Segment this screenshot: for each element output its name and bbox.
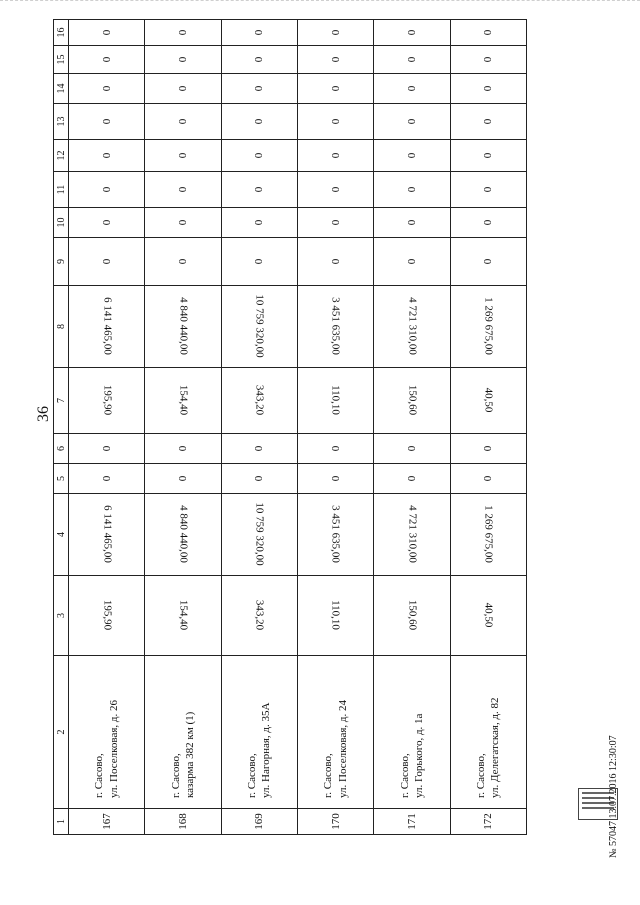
cell-c11: 0	[297, 172, 373, 208]
register-table-container	[53, 20, 527, 835]
cell-c5: 0	[69, 464, 145, 494]
cell-n: 167	[69, 809, 145, 835]
cell-address	[450, 656, 526, 809]
table-row	[145, 20, 221, 835]
cell-c11: 0	[69, 172, 145, 208]
cell-c11: 0	[450, 172, 526, 208]
cell-c11: 0	[145, 172, 221, 208]
address-city: г. Сасово,	[322, 753, 335, 798]
cell-c12: 0	[69, 140, 145, 172]
cell-c12: 0	[297, 140, 373, 172]
address-city: г. Сасово,	[93, 753, 106, 798]
cell-c4: 4 840 440,00	[145, 494, 221, 576]
cell-n: 172	[450, 809, 526, 835]
cell-c14: 0	[221, 74, 297, 104]
address-city: г. Сасово,	[398, 753, 411, 798]
cell-c7: 154,40	[145, 368, 221, 434]
column-header-14: 14	[54, 74, 69, 104]
cell-address	[374, 656, 450, 809]
cell-c10: 0	[69, 208, 145, 238]
cell-c6: 0	[374, 434, 450, 464]
cell-c9: 0	[221, 238, 297, 286]
table-body	[69, 20, 527, 835]
cell-c15: 0	[450, 46, 526, 74]
cell-n: 170	[297, 809, 373, 835]
cell-c10: 0	[221, 208, 297, 238]
table-row	[297, 20, 373, 835]
cell-c6: 0	[69, 434, 145, 464]
cell-c12: 0	[145, 140, 221, 172]
cell-c3: 40,50	[450, 576, 526, 656]
cell-c9: 0	[145, 238, 221, 286]
cell-c4: 1 269 675,00	[450, 494, 526, 576]
address-street: ул. Горького, д. 1а	[412, 713, 425, 798]
cell-c6: 0	[297, 434, 373, 464]
address-city: г. Сасово,	[169, 753, 182, 798]
table-row	[450, 20, 526, 835]
cell-c8: 3 451 635,00	[297, 286, 373, 368]
cell-c8: 10 759 320,00	[221, 286, 297, 368]
address-street: ул. Поселковая, д. 24	[336, 700, 349, 798]
cell-c16: 0	[69, 20, 145, 46]
cell-c16: 0	[450, 20, 526, 46]
cell-c15: 0	[145, 46, 221, 74]
cell-c3: 195,90	[69, 576, 145, 656]
cell-c5: 0	[374, 464, 450, 494]
cell-c5: 0	[297, 464, 373, 494]
column-header-9: 9	[54, 238, 69, 286]
column-header-2: 2	[54, 656, 69, 809]
cell-c16: 0	[221, 20, 297, 46]
cell-c16: 0	[374, 20, 450, 46]
cell-c9: 0	[297, 238, 373, 286]
cell-c3: 110,10	[297, 576, 373, 656]
cell-c13: 0	[297, 104, 373, 140]
cell-c4: 3 451 635,00	[297, 494, 373, 576]
column-header-3: 3	[54, 576, 69, 656]
cell-c9: 0	[69, 238, 145, 286]
cell-address	[221, 656, 297, 809]
column-header-1: 1	[54, 809, 69, 835]
cell-c8: 4 840 440,00	[145, 286, 221, 368]
cell-c8: 6 141 465,00	[69, 286, 145, 368]
cell-c10: 0	[297, 208, 373, 238]
cell-c11: 0	[221, 172, 297, 208]
column-header-4: 4	[54, 494, 69, 576]
column-header-7: 7	[54, 368, 69, 434]
table-row	[69, 20, 145, 835]
cell-c14: 0	[297, 74, 373, 104]
cell-c10: 0	[450, 208, 526, 238]
cell-c7: 40,50	[450, 368, 526, 434]
cell-n: 169	[221, 809, 297, 835]
address-city: г. Сасово,	[475, 753, 488, 798]
cell-c14: 0	[450, 74, 526, 104]
cell-c4: 6 141 465,00	[69, 494, 145, 576]
cell-c15: 0	[297, 46, 373, 74]
cell-c13: 0	[145, 104, 221, 140]
page-top-edge	[0, 0, 640, 9]
cell-c5: 0	[145, 464, 221, 494]
cell-c16: 0	[297, 20, 373, 46]
cell-c15: 0	[374, 46, 450, 74]
cell-c5: 0	[450, 464, 526, 494]
cell-c7: 110,10	[297, 368, 373, 434]
cell-c15: 0	[69, 46, 145, 74]
cell-c12: 0	[374, 140, 450, 172]
cell-c4: 10 759 320,00	[221, 494, 297, 576]
column-header-15: 15	[54, 46, 69, 74]
table-row	[374, 20, 450, 835]
cell-c7: 195,90	[69, 368, 145, 434]
address-street: ул. Делегатская, д. 82	[489, 697, 502, 798]
table-row	[221, 20, 297, 835]
cell-address	[69, 656, 145, 809]
cell-c13: 0	[221, 104, 297, 140]
column-header-6: 6	[54, 434, 69, 464]
cell-c12: 0	[450, 140, 526, 172]
cell-c13: 0	[69, 104, 145, 140]
cell-address	[297, 656, 373, 809]
address-street: казарма 382 км (1)	[183, 711, 196, 798]
page-number: 36	[35, 406, 52, 422]
address-street: ул. Нагорная, д. 35А	[260, 702, 273, 798]
cell-c9: 0	[450, 238, 526, 286]
cell-c4: 4 721 310,00	[374, 494, 450, 576]
cell-c8: 1 269 675,00	[450, 286, 526, 368]
column-header-10: 10	[54, 208, 69, 238]
cell-c9: 0	[374, 238, 450, 286]
cell-c3: 150,60	[374, 576, 450, 656]
cell-c6: 0	[221, 434, 297, 464]
cell-n: 171	[374, 809, 450, 835]
register-table	[53, 19, 527, 835]
column-header-11: 11	[54, 172, 69, 208]
cell-c11: 0	[374, 172, 450, 208]
cell-c7: 150,60	[374, 368, 450, 434]
column-header-13: 13	[54, 104, 69, 140]
cell-c16: 0	[145, 20, 221, 46]
column-header-5: 5	[54, 464, 69, 494]
cell-address	[145, 656, 221, 809]
cell-c15: 0	[221, 46, 297, 74]
column-header-16: 16	[54, 20, 69, 46]
cell-c14: 0	[145, 74, 221, 104]
cell-c12: 0	[221, 140, 297, 172]
cell-c6: 0	[450, 434, 526, 464]
column-header-8: 8	[54, 286, 69, 368]
cell-c10: 0	[374, 208, 450, 238]
cell-c3: 343,20	[221, 576, 297, 656]
header-row	[54, 20, 69, 835]
cell-c8: 4 721 310,00	[374, 286, 450, 368]
address-street: ул. Поселковая, д. 26	[107, 700, 120, 798]
cell-c6: 0	[145, 434, 221, 464]
cell-c10: 0	[145, 208, 221, 238]
cell-c5: 0	[221, 464, 297, 494]
cell-c3: 154,40	[145, 576, 221, 656]
address-city: г. Сасово,	[246, 753, 259, 798]
registration-stamp: № 57047 13.07.2016 12:30:07	[608, 735, 619, 858]
cell-c14: 0	[69, 74, 145, 104]
cell-n: 168	[145, 809, 221, 835]
cell-c13: 0	[374, 104, 450, 140]
column-header-12: 12	[54, 140, 69, 172]
cell-c7: 343,20	[221, 368, 297, 434]
cell-c13: 0	[450, 104, 526, 140]
cell-c14: 0	[374, 74, 450, 104]
